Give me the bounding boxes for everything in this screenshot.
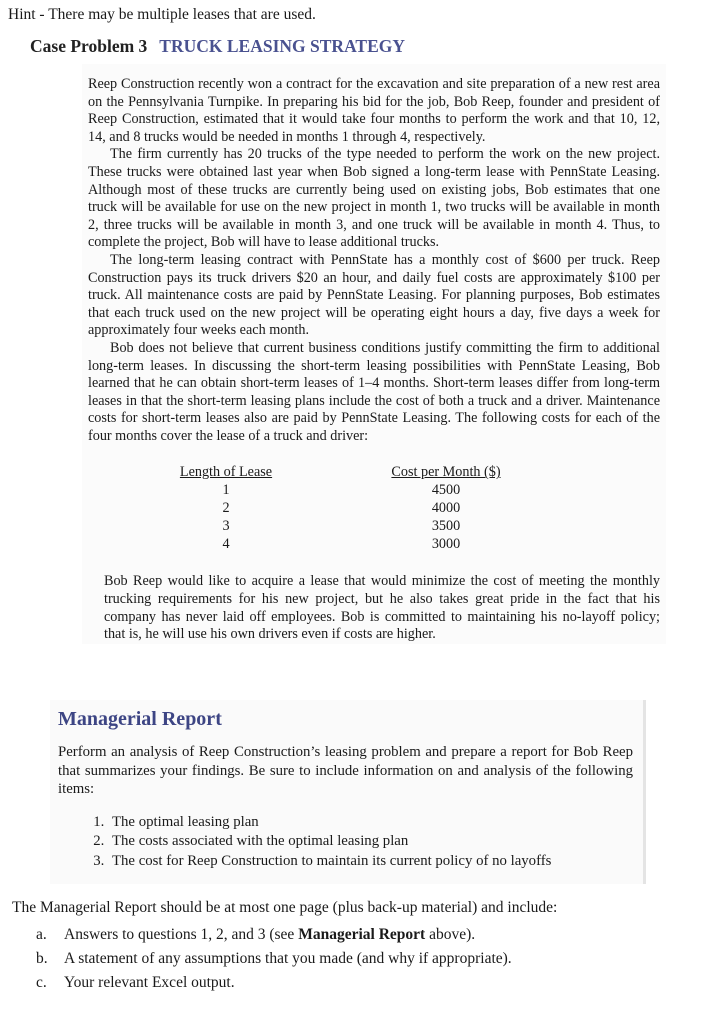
requirement-bold-text: Managerial Report <box>298 926 426 943</box>
requirement-marker: b. <box>36 950 48 967</box>
cost-per-month-cell: 4000 <box>431 500 461 517</box>
report-item: 1. The optimal leasing plan <box>108 813 643 833</box>
lease-length-column <box>168 463 284 553</box>
requirement-marker: a. <box>36 926 47 943</box>
report-item: 3. The cost for Reep Construction to maintain its current policy of no layoffs <box>108 852 643 872</box>
requirement-item <box>36 947 692 971</box>
requirements-list <box>36 923 692 995</box>
lease-length-cell: 4 <box>222 536 230 553</box>
cost-per-month-cell: 3500 <box>431 518 461 535</box>
report-requirements <box>12 896 692 995</box>
requirement-marker: c. <box>36 974 47 991</box>
lease-length-cell: 1 <box>222 482 230 499</box>
requirement-text-part: above). <box>425 926 476 943</box>
hint-text: Hint - There may be multiple leases that are used. <box>8 6 316 23</box>
managerial-report-box <box>50 700 646 884</box>
managerial-report-list <box>50 813 643 872</box>
managerial-report-heading: Managerial Report <box>58 708 222 730</box>
cost-per-month-cell: 3000 <box>431 536 461 553</box>
requirement-item <box>36 971 692 995</box>
lease-cost-table <box>82 463 666 555</box>
case-problem-title <box>30 36 405 57</box>
lease-length-header: Length of Lease <box>179 464 273 481</box>
requirement-text: Your relevant Excel output. <box>64 974 235 991</box>
cost-per-month-cell: 4500 <box>431 482 461 499</box>
report-item: 2. The costs associated with the optimal leasing plan <box>108 832 643 852</box>
requirement-item <box>36 923 692 947</box>
cost-per-month-column <box>382 463 510 553</box>
requirement-text-part: Answers to questions 1, 2, and 3 (see <box>64 926 299 943</box>
case-paragraph-3: The long-term leasing contract with PennState has a monthly cost of $600 per truck. Reep Construction pays its truck drivers $20 an hour, and daily fuel costs are approximately $100 per truck. All maintenance costs are paid by PennState Leasing. For planning purposes, Bob estimates that each truck used on the new project will be operating eight hours a day, five days a week for approximately four weeks each month. <box>88 251 660 339</box>
managerial-report-intro: Perform an analysis of Reep Construction’s leasing problem and prepare a report for Bob Reep that summarizes your findings. Be sure to include information on and analysis of the following items: <box>58 744 633 797</box>
cost-per-month-header: Cost per Month ($) <box>391 464 501 481</box>
case-problem-number: Case Problem 3 <box>30 36 148 56</box>
requirement-text <box>64 923 475 947</box>
lease-length-cell: 3 <box>222 518 230 535</box>
case-paragraph-4: Bob does not believe that current business conditions justify committing the firm to additional long-term leases. In discussing the short-term leasing possibilities with PennState Leasing, Bob learned that he can obtain short-term leases of 1–4 months. Short-term leases differ from long-term leases in that the short-term leasing plans include the cost of both a truck and a driver. Maintenance costs for short-term leases also are paid by PennState Leasing. The following costs for each of the four months cover the lease of a truck and driver: <box>88 339 660 444</box>
requirements-intro: The Managerial Report should be at most one page (plus back-up material) and include: <box>12 899 558 916</box>
case-closing-paragraph: Bob Reep would like to acquire a lease that would minimize the cost of meeting the monthly trucking requirements for his new project, but he also takes great pride in the fact that his company has never laid off employees. Bob is committed to maintaining his no-layoff policy; that is, he will use his own drivers even if costs are higher. <box>104 573 660 643</box>
case-problem-name: TRUCK LEASING STRATEGY <box>159 36 405 56</box>
case-paragraph-2: The firm currently has 20 trucks of the type needed to perform the work on the new project. These trucks were obtained last year when Bob signed a long-term lease with PennState Leasing. Although most of these trucks are currently being used on existing jobs, Bob estimates that one truck will be available for use on the new project in month 1, two trucks will be available in month 2, three trucks will be available in month 3, and one truck will be available in month 4. Thus, to complete the project, Bob will have to lease additional trucks. <box>88 146 660 251</box>
case-paragraph-1: Reep Construction recently won a contract for the excavation and site preparation of a new rest area on the Pennsylvania Turnpike. In preparing his bid for the job, Bob Reep, founder and president of Reep Construction, estimated that it would take four months to perform the work and that 10, 12, 14, and 8 trucks would be needed in months 1 through 4, respectively. <box>88 76 660 145</box>
lease-length-cell: 2 <box>222 500 230 517</box>
case-body <box>82 64 666 445</box>
case-scan <box>82 64 666 644</box>
requirement-text: A statement of any assumptions that you made (and why if appropriate). <box>64 950 512 967</box>
